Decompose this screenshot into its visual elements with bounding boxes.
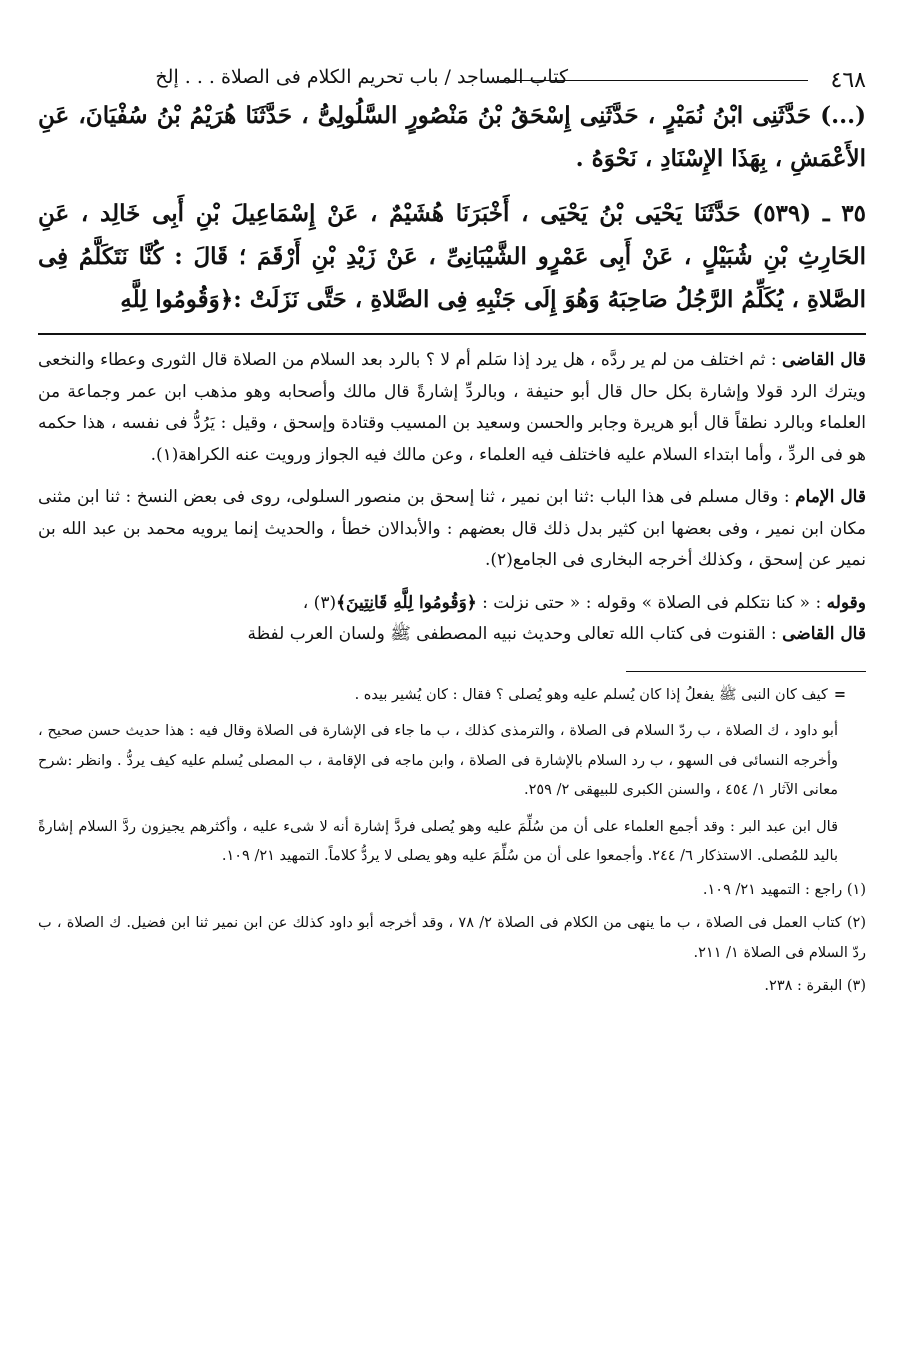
footnote-continuation: =كيف كان النبى ﷺ يفعلُ إذا كان يُسلم عليه وهو يُصلى ؟ فقال : كان يُشير بيده . (354, 685, 846, 703)
footnote: (٣) البقرة : ٢٣٨. (764, 978, 866, 994)
speaker-label: قال الإمام (795, 487, 866, 507)
commentary (38, 345, 866, 651)
hadith-paragraph: (...) حَدَّثَنِى ابْنُ نُمَيْرٍ ، حَدَّثَنِى إِسْحَقُ بْنُ مَنْصُورٍ السَّلُولِىُّ ، حَدَّثَنَا هُرَيْمُ بْنُ سُفْيَانَ، عَنِ الأَعْمَشِ ، بِهَذَا الإِسْنَادِ ، نَحْوَهُ . (38, 102, 866, 172)
speaker-label: قال القاضى (782, 350, 866, 370)
footnote-ref: (٣) ، (302, 592, 337, 613)
speaker-label: وقوله (826, 592, 866, 613)
hadith-text (38, 94, 866, 321)
footnote: (١) راجع : التمهيد ٢١/ ١٠٩. (702, 881, 866, 898)
commentary-text: : القنوت فى كتاب الله تعالى وحديث نبيه المصطفى ﷺ ولسان العرب لفظة (247, 624, 783, 644)
footnotes (38, 680, 866, 1002)
hadith-paragraph: ٣٥ ـ (٥٣٩) حَدَّثَنَا يَحْيَى بْنُ يَحْيَى ، أَخْبَرَنَا هُشَيْمٌ ، عَنْ إِسْمَاعِيلَ بْنِ أَبِى خَالِد ، عَنِ الحَارِثِ بْنِ شُبَيْلٍ ، عَنْ أَبِى عَمْرٍو الشَّيْبَانِىِّ ، عَنْ زَيْدِ بْنِ أَرْقَمَ ؛ قَالَ : كُنَّا نَتَكَلَّمُ فِى الصَّلاةِ ، يُكَلِّمُ الرَّجُلُ صَاحِبَهُ وَهُوَ إِلَى جَنْبِهِ فِى الصَّلاةِ ، حَتَّى نَزَلَتْ :﴿وَقُومُوا لِلَّهِ (38, 200, 866, 313)
continuation-marker: = (833, 685, 846, 703)
footnote-continuation: قال ابن عبد البر : وقد أجمع العلماء على أن من سُلِّمَ عليه وهو يُصلى فردَّ إشارة أنه لا شىء عليه ، وأكثرهم يجيزون ردَّ السلام إشارةً باليد للمُصلى. الاستذكار ٦/ ٢٤٤. وأجمعوا على أن من سُلِّمَ عليه وهو يصلى لا يردُّ كلاماً. التمهيد ٢١/ ١٠٩. (38, 818, 838, 864)
page-header (38, 60, 866, 94)
footnote-ref: (٢). (485, 550, 513, 570)
header-rule (500, 80, 808, 81)
commentary-paragraph (38, 588, 866, 651)
page-number: ٤٦٨ (830, 68, 866, 93)
footnote-continuation: أبو داود ، ك الصلاة ، ب ردّ السلام فى الصلاة ، والترمذى كذلك ، ب ما جاء فى الإشارة فى الصلاة وقال فيه : هذا حديث حسن صحيح ، وأخرجه النسائى فى السهو ، ب رد السلام بالإشارة فى الصلاة ، وابن ماجه فى الإقامة ، ب المصلى يُسلم عليه كيف يردُّ . وانظر :شرح معانى الآثار ١/ ٤٥٤ ، والسنن الكبرى للبيهقى ٢/ ٢٥٩. (38, 723, 838, 798)
quran-quote: ﴿وَقُومُوا لِلَّهِ قَانِتِينَ﴾ (336, 592, 477, 613)
commentary-paragraph (38, 345, 866, 471)
commentary-text: : ثم اختلف من لم ير ردَّه ، هل يرد إذا سَلم أم لا ؟ بالرد بعد السلام من الصلاة قال الثورى وعطاء والنخعى ويترك الرد قولا وإشارة بكل حال قال أبو حنيفة ، وبالردِّ إشارةً قال مالك وأصحابه وهو مذهب ابن عمر وجماعة من العلماء وبالرد نطقاً قال أبو هريرة وجابر والحسن وسعيد بن المسيب وقتادة وإسحق ، وقيل : يَرُدُّ فى نفسه ، هذا حكمه هو فى الردِّ ، وأما ابتداء السلام عليه فاختلف فيه العلماء ، وعن مالك فيه الجواز ورويت عنه الكراهة (38, 350, 866, 465)
section-divider (38, 333, 866, 335)
footnote-ref: (١). (150, 444, 179, 465)
running-title: كتاب المساجد / باب تحريم الكلام فى الصلاة . . . إلخ (155, 66, 568, 88)
speaker-label: قال القاضى (782, 624, 866, 644)
commentary-paragraph (38, 482, 866, 577)
book-page (38, 60, 866, 1002)
commentary-text: : وقال مسلم فى هذا الباب :ثنا ابن نمير ، ثنا إسحق بن منصور السلولى، روى فى بعض النسخ : ثنا ابن مثنى مكان ابن نمير ، وفى بعضها ابن كثير بدل ذلك قال بعضهم : والأبدالان خطأ ، والحديث إنما يرويه محمد بن عبد الله بن نمير عن إسحق ، وكذلك أخرجه البخارى فى الجامع (38, 487, 866, 570)
footnote: (٢) كتاب العمل فى الصلاة ، ب ما ينهى من الكلام فى الصلاة ٢/ ٧٨ ، وقد أخرجه أبو داود كذلك عن ابن نمير ثنا ابن فضيل. ك الصلاة ، ب ردّ السلام فى الصلاة ١/ ٢١١. (38, 915, 866, 961)
footnote-divider (626, 671, 866, 672)
commentary-text: : « كنا نتكلم فى الصلاة » وقوله : « حتى نزلت : (476, 592, 827, 613)
